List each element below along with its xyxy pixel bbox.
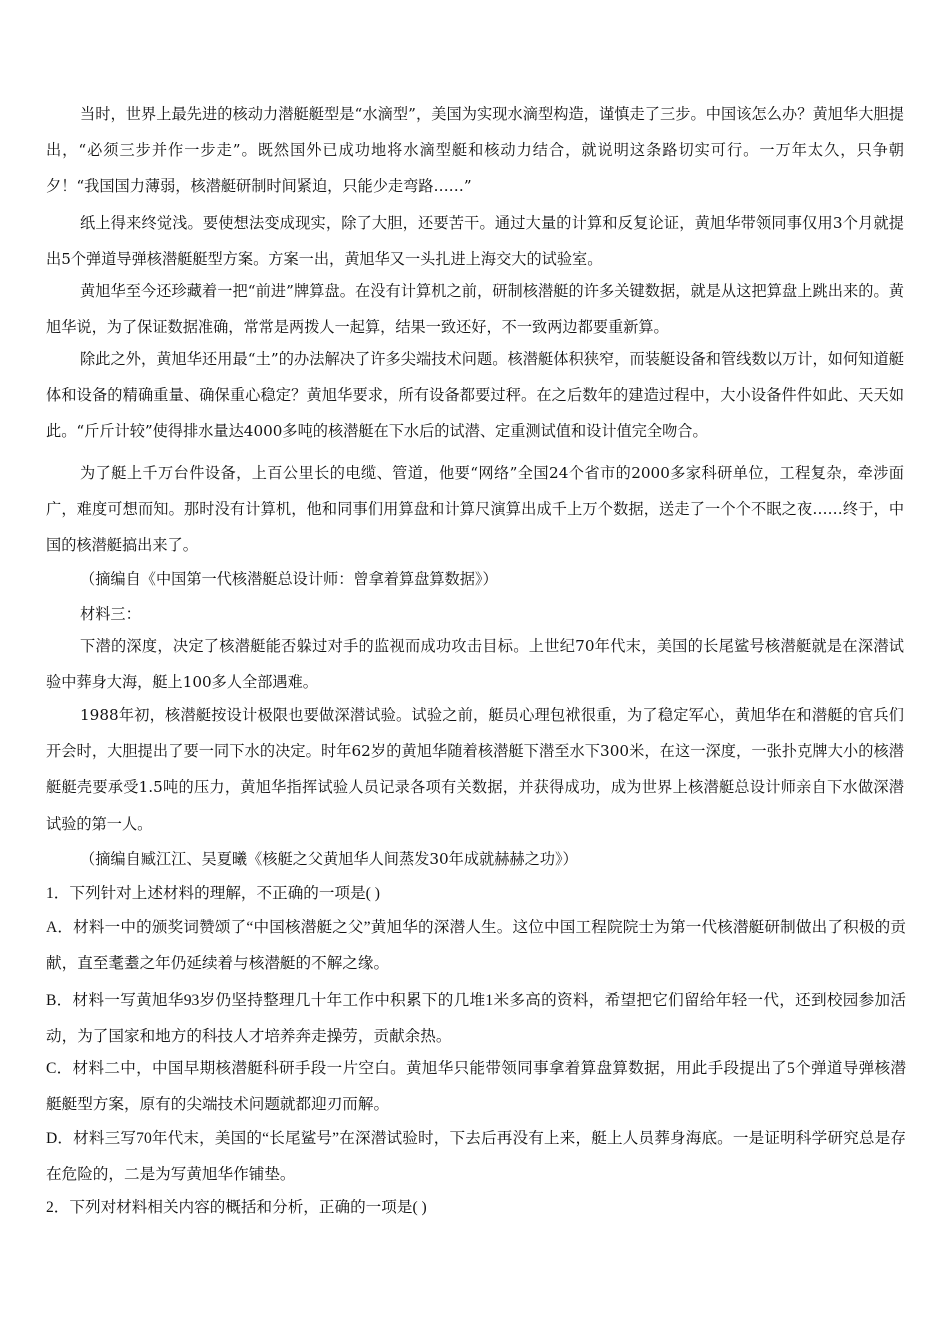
question-1-option-c: C．材料二中，中国早期核潜艇科研手段一片空白。黄旭华只能带领同事拿着算盘算数据，用此手段提出了5个弹道导弹核潜艇艇型方案，原有的尖端技术问题就都迎刃而解。	[46, 1060, 906, 1113]
question-2-stem: 2．下列对材料相关内容的概括和分析，正确的一项是( )	[46, 1199, 427, 1216]
material2-paragraph-1: 当时，世界上最先进的核动力潜艇艇型是“水滴型”，美国为实现水滴型构造，谨慎走了三步。中国该怎么办？黄旭华大胆提出，“必须三步并作一步走”。既然国外已成功地将水滴型艇和核动力结合，就说明这条路切实可行。一万年太久，只争朝夕！“我国国力薄弱，核潜艇研制时间紧迫，只能少走弯路……”	[46, 105, 904, 196]
question-1-option-a: A．材料一中的颁奖词赞颂了“中国核潜艇之父”黄旭华的深潜人生。这位中国工程院院士为第一代核潜艇研制做出了积极的贡献，直至耄耋之年仍延续着与核潜艇的不解之缘。	[46, 919, 906, 972]
question-1-option-b: B．材料一写黄旭华93岁仍坚持整理几十年工作中积累下的几堆1米多高的资料，希望把它们留给年轻一代，还到校园参加活动，为了国家和地方的科技人才培养奔走操劳，贡献余热。	[46, 992, 906, 1045]
question-1-option-d: D．材料三写70年代末，美国的“长尾鲨号”在深潜试验时，下去后再没有上来，艇上人员葬身海底。一是证明科学研究总是存在危险的，二是为写黄旭华作铺垫。	[46, 1130, 906, 1183]
question-1-stem: 1．下列针对上述材料的理解，不正确的一项是( )	[46, 885, 380, 902]
material2-paragraph-3: 黄旭华至今还珍藏着一把“前进”牌算盘。在没有计算机之前，研制核潜艇的许多关键数据，就是从这把算盘上跳出来的。黄旭华说，为了保证数据准确，常常是两拨人一起算，结果一致还好，不一致两边都要重新算。	[46, 282, 904, 337]
material2-paragraph-4: 除此之外，黄旭华还用最“土”的办法解决了许多尖端技术问题。核潜艇体积狭窄，而装艇设备和管线数以万计，如何知道艇体和设备的精确重量、确保重心稳定？黄旭华要求，所有设备都要过秤。在之后数年的建造过程中，大小设备件件如此、天天如此。“斤斤计较”使得排水量达4000多吨的核潜艇在下水后的试潜、定重测试值和设计值完全吻合。	[46, 350, 904, 441]
material2-paragraph-2: 纸上得来终觉浅。要使想法变成现实，除了大胆，还要苦干。通过大量的计算和反复论证，黄旭华带领同事仅用3个月就提出5个弹道导弹核潜艇艇型方案。方案一出，黄旭华又一头扎进上海交大的试验室。	[46, 214, 904, 269]
material3-paragraph-2: 1988年初，核潜艇按设计极限也要做深潜试验。试验之前，艇员心理包袱很重，为了稳定军心，黄旭华在和潜艇的官兵们开会时，大胆提出了要一同下水的决定。时年62岁的黄旭华随着核潜艇下潜至水下300米，在这一深度，一张扑克牌大小的核潜艇艇壳要承受1.5吨的压力，黄旭华指挥试验人员记录各项有关数据，并获得成功，成为世界上核潜艇总设计师亲自下水做深潜试验的第一人。	[46, 706, 904, 833]
material2-paragraph-5: 为了艇上千万台件设备，上百公里长的电缆、管道，他要“网络”全国24个省市的2000多家科研单位，工程复杂，牵涉面广，难度可想而知。那时没有计算机，他和同事们用算盘和计算尺演算出成千上万个数据，送走了一个个不眠之夜……终于，中国的核潜艇搞出来了。	[46, 464, 904, 555]
material3-heading: 材料三：	[80, 605, 141, 623]
material3-paragraph-1: 下潜的深度，决定了核潜艇能否躲过对手的监视而成功攻击目标。上世纪70年代末，美国的长尾鲨号核潜艇就是在深潜试验中葬身大海，艇上100多人全部遇难。	[46, 637, 904, 692]
material2-source: （摘编自《中国第一代核潜艇总设计师：曾拿着算盘算数据》）	[80, 570, 498, 588]
material3-source: （摘编自臧江江、吴夏曦《核艇之父黄旭华人间蒸发30年成就赫赫之功》）	[80, 850, 578, 868]
